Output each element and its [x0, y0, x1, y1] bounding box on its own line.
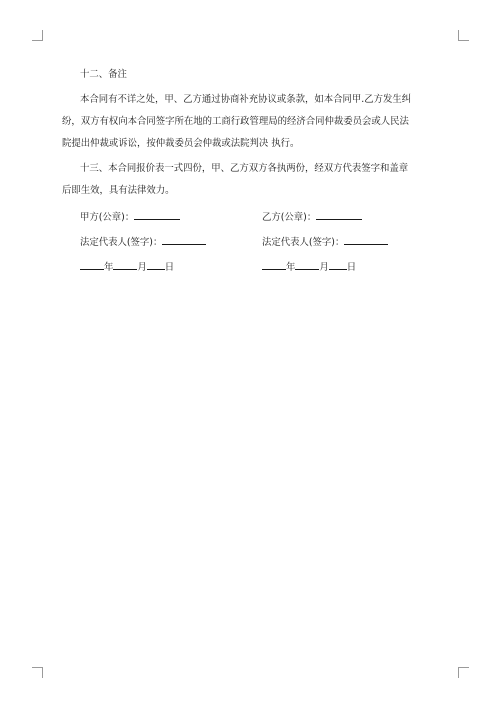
date-a-year: 年: [104, 262, 114, 273]
rep-a-label: 法定代表人(签字)：: [80, 237, 163, 248]
date-b-month: 月: [319, 262, 329, 273]
section-12-line-3: 院提出仲裁或诉讼，按仲裁委员会仲裁或法院判决 执行。: [62, 138, 300, 149]
date-a-year-blank: [80, 259, 104, 270]
representative-row: [62, 234, 442, 248]
party-a-blank: [134, 209, 180, 220]
party-a-label: 甲方(公章)：: [80, 212, 135, 223]
party-b-blank: [316, 209, 362, 220]
rep-a: [80, 234, 206, 250]
rep-b-label: 法定代表人(签字)：: [262, 237, 345, 248]
date-a-month: 月: [137, 262, 147, 273]
date-b-month-blank: [295, 259, 319, 270]
date-a: [80, 259, 174, 275]
party-b-seal: [262, 209, 362, 225]
date-b-year-blank: [262, 259, 286, 270]
date-b-day: 日: [346, 262, 357, 273]
date-b: [262, 259, 356, 275]
rep-b-blank: [344, 234, 388, 245]
crop-mark-top-left: [32, 30, 43, 41]
section-12-line-2: 纷，双方有权向本合同签字所在地的工商行政管理局的经济合同仲裁委员会或人民法: [62, 116, 409, 127]
crop-mark-top-right: [458, 30, 469, 41]
date-row: [62, 259, 442, 273]
section-12-heading: 十二、备注: [80, 69, 127, 80]
party-seal-row: [62, 209, 442, 223]
party-b-label: 乙方(公章)：: [262, 212, 317, 223]
crop-mark-bottom-right: [458, 667, 469, 678]
date-b-year: 年: [286, 262, 296, 273]
date-a-month-blank: [113, 259, 137, 270]
date-a-day: 日: [164, 262, 175, 273]
document-body: [62, 68, 442, 273]
section-12-line-1: 本合同有不详之处，甲、乙方通过协商补充协议或条款，如本合同甲.乙方发生纠: [80, 94, 412, 105]
party-a-seal: [80, 209, 180, 225]
rep-a-blank: [162, 234, 206, 245]
crop-mark-bottom-left: [32, 667, 43, 678]
date-a-day-blank: [147, 259, 165, 270]
rep-b: [262, 234, 388, 250]
section-13-line-2: 后即生效，具有法律效力。: [62, 185, 175, 196]
section-13-line-1: 十三、本合同报价表一式四份，甲、乙方双方各执两份，经双方代表签字和盖章: [80, 163, 409, 174]
date-b-day-blank: [329, 259, 347, 270]
